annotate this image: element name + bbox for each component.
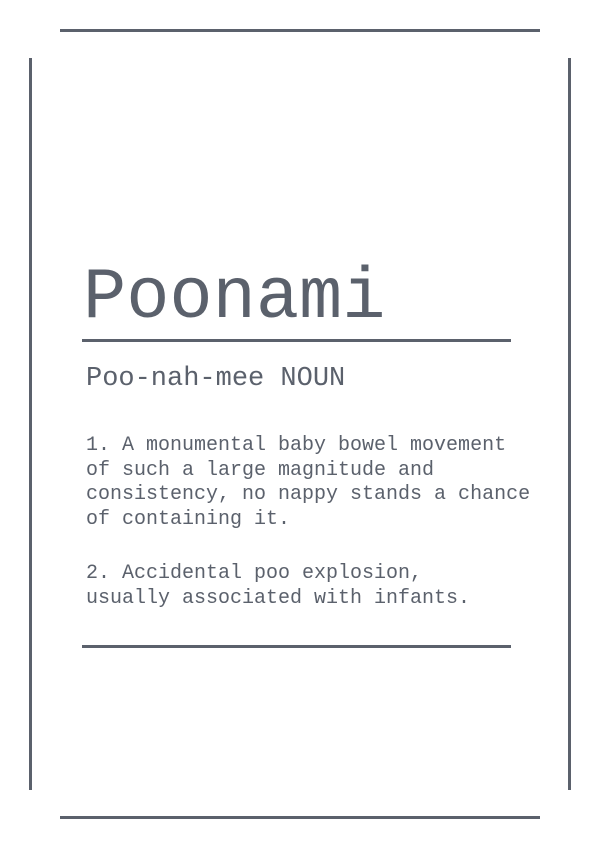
frame-left-rule [29, 58, 32, 790]
definition-1: 1. A monumental baby bowel movement of such a large magnitude and consistency, no nappy stands a chance of containing it. [86, 434, 531, 531]
frame-right-rule [568, 58, 571, 790]
title-divider [82, 339, 511, 342]
frame-bottom-rule [60, 816, 540, 819]
bottom-divider [82, 645, 511, 648]
frame-top-rule [60, 29, 540, 32]
word-title: Poonami [83, 257, 386, 339]
definition-2: 2. Accidental poo explosion, usually associated with infants. [86, 562, 471, 610]
pronunciation: Poo-nah-mee NOUN [86, 364, 346, 394]
